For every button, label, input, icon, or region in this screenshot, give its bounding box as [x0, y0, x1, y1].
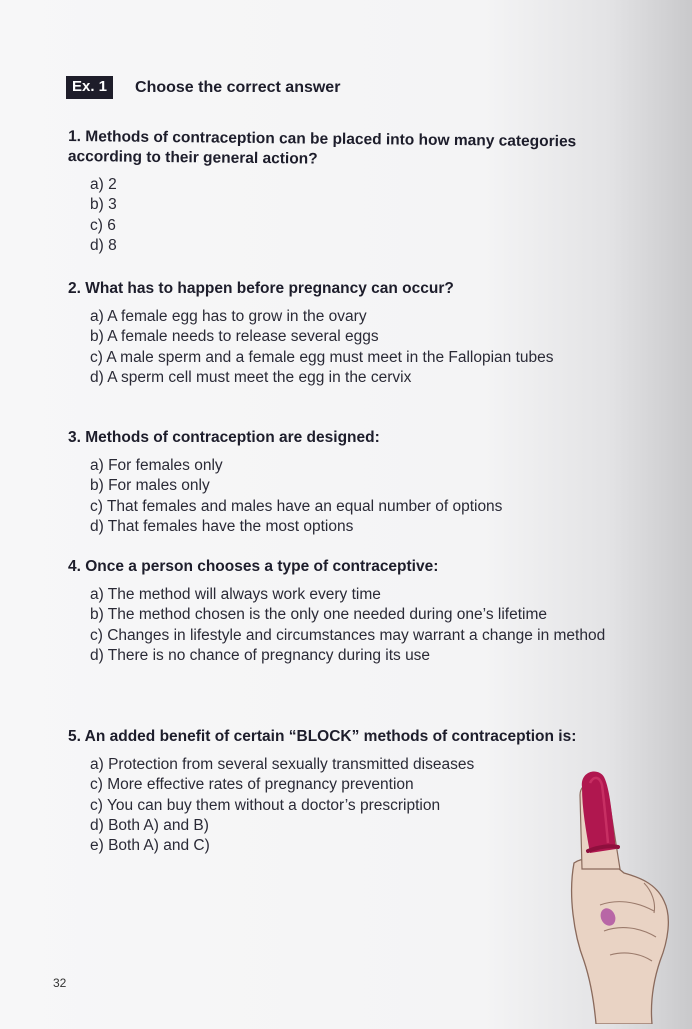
answer-option: b) The method chosen is the only one needed during one’s lifetime	[90, 606, 547, 624]
question-text: 3. Methods of contraception are designed:	[68, 429, 380, 446]
question-text: 4. Once a person chooses a type of contraceptive:	[68, 558, 439, 575]
question-2	[68, 279, 608, 388]
answer-option: a) Protection from several sexually transmitted diseases	[90, 756, 475, 773]
finger-with-condom-illustration	[560, 765, 692, 1024]
answer-option: a) The method will always work every time	[90, 586, 381, 603]
answer-option: d) 8	[90, 236, 117, 254]
page-number: 32	[53, 976, 67, 990]
answer-option: a) 2	[90, 176, 117, 193]
answer-option: b) 3	[90, 196, 117, 214]
question-text: 2. What has to happen before pregnancy can occur?	[68, 280, 454, 297]
answer-option: c) 6	[90, 216, 116, 234]
answer-option: c) You can buy them without a doctor’s prescription	[90, 796, 441, 814]
answer-option: b) For males only	[90, 477, 210, 495]
answer-option: d) A sperm cell must meet the egg in the cervix	[90, 368, 412, 386]
answer-option: c) Changes in lifestyle and circumstances may warrant a change in method	[90, 626, 606, 644]
exercise-badge: Ex. 1	[66, 76, 113, 99]
answer-option: d) That females have the most options	[90, 517, 354, 535]
answer-option: a) For females only	[90, 457, 223, 474]
answer-option: d) There is no chance of pregnancy during its use	[90, 646, 431, 664]
question-4	[68, 557, 608, 666]
exercise-instruction: Choose the correct answer	[135, 78, 341, 96]
answer-option: a) A female egg has to grow in the ovary	[90, 308, 367, 325]
answer-option: e) Both A) and C)	[90, 837, 210, 855]
exercise-header	[66, 76, 340, 99]
question-text: 1. Methods of contraception can be placed into how many categories according to their general action?	[67, 128, 577, 168]
question-3	[68, 428, 608, 537]
answer-options	[68, 585, 608, 666]
answer-option: c) More effective rates of pregnancy prevention	[90, 776, 414, 794]
answer-options	[68, 307, 608, 388]
question-text: 5. An added benefit of certain “BLOCK” methods of contraception is:	[68, 728, 577, 745]
question-1	[68, 127, 608, 256]
answer-options	[68, 175, 608, 256]
answer-option: b) A female needs to release several eggs	[90, 328, 379, 346]
question-5	[68, 727, 608, 856]
answer-options	[68, 456, 608, 537]
answer-option: d) Both A) and B)	[90, 816, 209, 834]
answer-option: c) A male sperm and a female egg must meet in the Fallopian tubes	[90, 348, 554, 366]
answer-option: c) That females and males have an equal number of options	[90, 497, 503, 515]
answer-options	[68, 755, 608, 856]
